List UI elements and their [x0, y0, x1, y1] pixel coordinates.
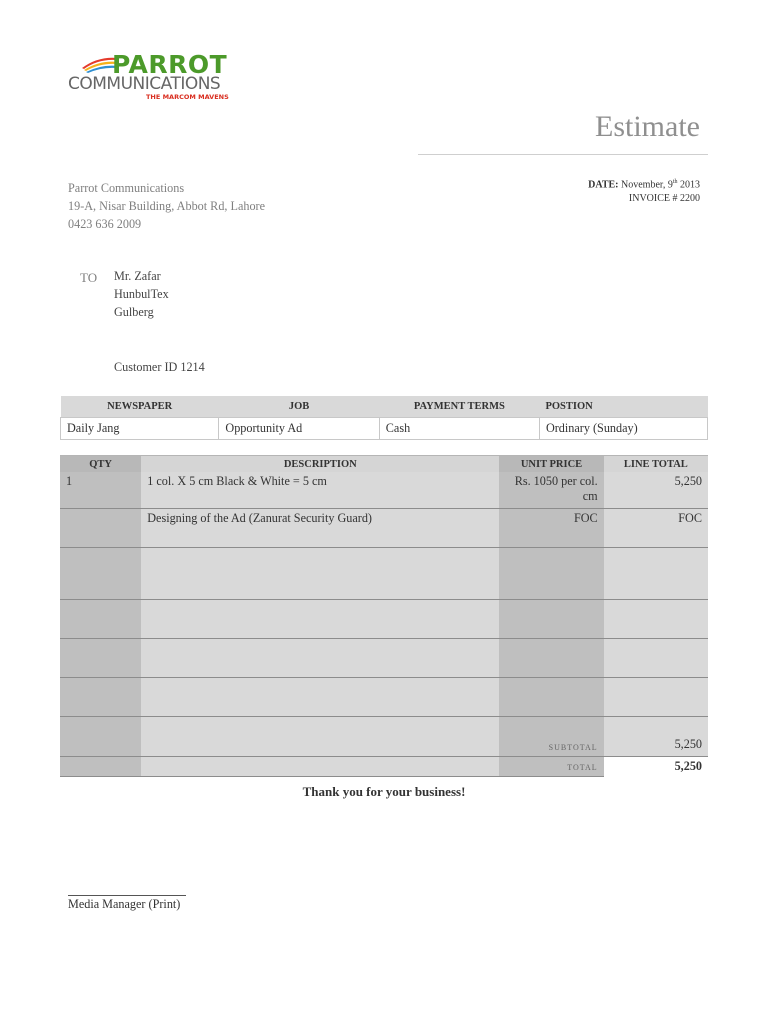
cell-description [141, 547, 499, 599]
date-year: 2013 [677, 179, 700, 191]
header-unit-price: UNIT PRICE [499, 456, 603, 473]
cell-unit-price [499, 638, 603, 677]
cell-qty [60, 677, 141, 716]
header-qty: QTY [60, 456, 141, 473]
signature-line [68, 895, 186, 896]
cell-line-total: FOC [604, 508, 708, 547]
cell-qty [60, 716, 141, 756]
cell-qty: 1 [60, 472, 141, 508]
cell-description [141, 599, 499, 638]
total-label: TOTAL [567, 762, 598, 772]
date-line [588, 179, 700, 190]
table-row [60, 599, 708, 638]
header-job: JOB [219, 396, 379, 418]
cell-payment-terms: Cash [379, 418, 539, 440]
cell-qty [60, 756, 141, 776]
cell-description [141, 677, 499, 716]
date-suffix: th [672, 179, 678, 185]
recipient-name: Mr. Zafar [114, 269, 161, 283]
subtotal-label-cell [499, 716, 603, 756]
header-line-total: LINE TOTAL [604, 456, 708, 473]
logo-word-parrot: PARROT [112, 50, 228, 79]
subtotal-row [60, 716, 708, 756]
total-row [60, 756, 708, 776]
header-newspaper: NEWSPAPER [61, 396, 219, 418]
table-row [60, 547, 708, 599]
date-value: November, 9 [621, 179, 673, 191]
thank-you-note: Thank you for your business! [302, 784, 466, 799]
subtotal-value: 5,250 [604, 716, 708, 756]
cell-description [141, 638, 499, 677]
cell-position: Ordinary (Sunday) [539, 418, 707, 440]
total-label-cell [499, 756, 603, 776]
header-payment-terms: PAYMENT TERMS [379, 396, 539, 418]
title-divider [418, 154, 708, 155]
cell-description [141, 716, 499, 756]
cell-description: 1 col. X 5 cm Black & White = 5 cm [141, 472, 499, 508]
sender-name: Parrot Communications [68, 181, 185, 195]
date-label: DATE: [588, 179, 619, 191]
signature-label: Media Manager (Print) [68, 897, 181, 911]
job-table [60, 396, 708, 440]
items-table [60, 455, 708, 777]
cell-qty [60, 508, 141, 547]
cell-line-total [604, 638, 708, 677]
cell-line-total [604, 599, 708, 638]
header-description: DESCRIPTION [141, 456, 499, 473]
cell-qty [60, 599, 141, 638]
total-value: 5,250 [604, 756, 708, 776]
cell-qty [60, 547, 141, 599]
cell-unit-price: Rs. 1050 per col. cm [499, 472, 603, 508]
table-row [60, 472, 708, 508]
cell-line-total: 5,250 [604, 472, 708, 508]
cell-unit-price [499, 547, 603, 599]
cell-unit-price [499, 599, 603, 638]
customer-id: Customer ID 1214 [114, 360, 205, 374]
sender-address: 19-A, Nisar Building, Abbot Rd, Lahore [68, 199, 266, 213]
cell-line-total [604, 547, 708, 599]
logo-word-communications: COMMUNICATIONS [68, 74, 221, 94]
invoice-number: INVOICE # 2200 [628, 193, 700, 204]
recipient-area: Gulberg [114, 305, 154, 319]
cell-description: Designing of the Ad (Zanurat Security Guard) [141, 508, 499, 547]
cell-line-total [604, 677, 708, 716]
subtotal-label: SUBTOTAL [548, 742, 598, 752]
cell-qty [60, 638, 141, 677]
cell-job: Opportunity Ad [219, 418, 379, 440]
document-title: Estimate [595, 110, 700, 143]
table-row [60, 638, 708, 677]
table-row [60, 508, 708, 547]
sender-phone: 0423 636 2009 [68, 217, 142, 231]
cell-unit-price [499, 677, 603, 716]
cell-newspaper: Daily Jang [61, 418, 219, 440]
to-label: TO [80, 270, 98, 285]
table-row [60, 677, 708, 716]
recipient-company: HunbulTex [114, 287, 169, 301]
cell-unit-price: FOC [499, 508, 603, 547]
logo-tagline: THE MARCOM MAVENS [146, 93, 229, 101]
cell-description [141, 756, 499, 776]
header-position: POSTION [539, 396, 707, 418]
company-logo [66, 48, 246, 106]
